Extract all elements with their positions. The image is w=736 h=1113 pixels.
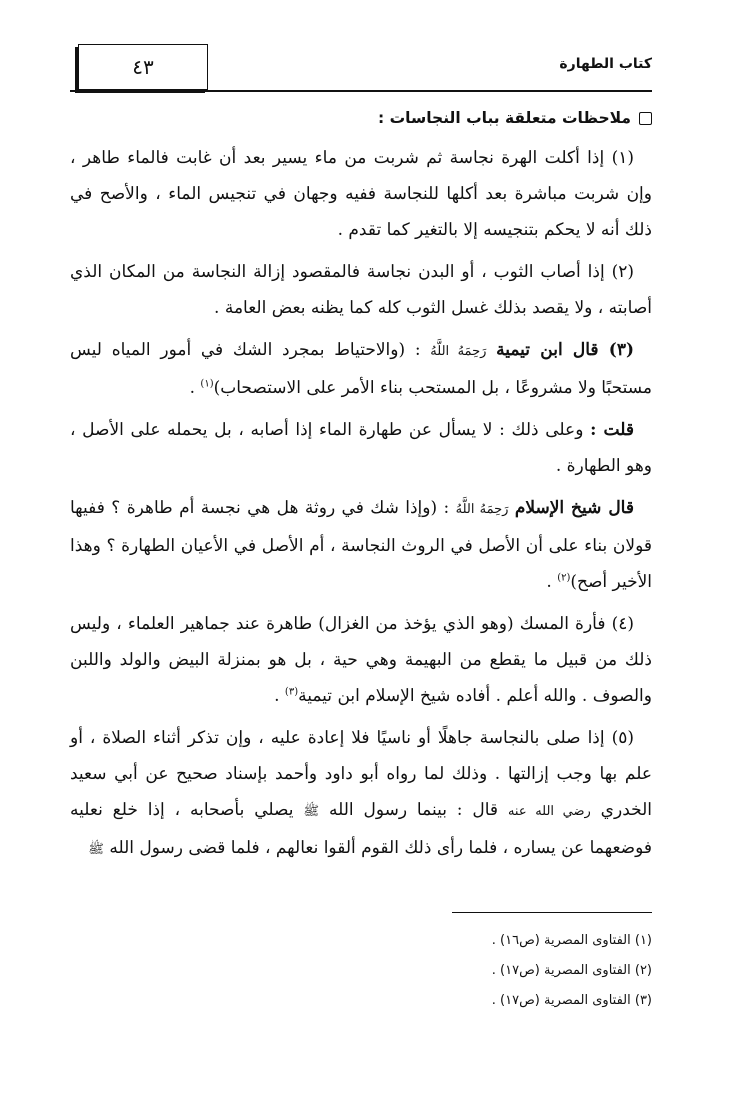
section-heading-text: ملاحظات متعلقة بباب النجاسات :	[377, 109, 631, 127]
honorific-mark: رَحِمَهُ اللَّهُ	[455, 502, 509, 517]
paragraph-7-part-2: قال : بينما رسول الله	[328, 800, 508, 820]
paragraph-7	[70, 720, 652, 868]
paragraph-3-lead: (٣) قال ابن تيمية	[496, 340, 635, 360]
header-rule	[70, 90, 652, 92]
paragraph-1: (١) إذا أكلت الهرة نجاسة ثم شربت من ماء يسير بعد أن غابت فالماء طاهر ، وإن شربت مباشرة بعد أكلها للنجاسة ففيه وجهان في تنجيس الماء ، والأصح في ذلك أنه لا يحكم بتنجيسه إلا بالتغير كما تقدم .	[70, 148, 652, 240]
body-text	[70, 100, 652, 874]
paragraph-5-text: : (وإذا شك في روثة هل هي نجسة أم طاهرة ؟ ففيها قولان بناء على أن الأصل في الروث النجاسة ، أم الأصل في الأعيان الطهارة ؟ وهذا الأخير أصح)	[70, 498, 652, 592]
running-title: كتاب الطهارة	[559, 56, 652, 72]
honorific-mark: رضي الله عنه	[507, 804, 591, 819]
paragraph-6-end: .	[274, 686, 285, 706]
page-number: ٤٣	[78, 44, 208, 90]
honorific-mark: رَحِمَهُ اللَّهُ	[430, 344, 487, 359]
paragraph-4-lead: قلت :	[590, 420, 634, 440]
paragraph-5	[70, 490, 652, 600]
footnote-separator	[452, 912, 652, 913]
honorific-mark: ﷺ	[303, 804, 320, 819]
square-bullet-icon	[639, 112, 652, 125]
paragraph-6	[70, 606, 652, 714]
paragraph-5-end: .	[546, 572, 558, 592]
paragraph-7-part-1: (٥) إذا صلى بالنجاسة جاهلًا أو ناسيًا فلا إعادة عليه ، وإن تذكر أثناء الصلاة ، أو علم بها وجب إزالتها . وذلك لما رواه أبو داود وأحمد بإسناد صحيح عن أبي سعيد الخدري	[70, 728, 652, 820]
paragraph-3-end: .	[189, 378, 201, 398]
paragraph-3	[70, 332, 652, 406]
footnote-1: (١) الفتاوى المصرية (ص١٦) .	[491, 933, 652, 948]
page-header	[70, 44, 652, 96]
footnotes	[492, 926, 652, 1016]
paragraph-4-text: وعلى ذلك : لا يسأل عن طهارة الماء إذا أصابه ، بل يحمله على الأصل ، وهو الطهارة .	[70, 420, 652, 476]
paragraph-5-lead: قال شيخ الإسلام	[514, 498, 634, 518]
footnote-ref-3: (٣)	[284, 686, 299, 698]
paragraph-3-text: : (والاحتياط بمجرد الشك في أمور المياه ليس مستحبًا ولا مشروعًا ، بل المستحب بناء الأمر على الاستصحاب)	[70, 340, 652, 398]
footnote-ref-2: (٢)	[557, 572, 571, 584]
footnote-2: (٢) الفتاوى المصرية (ص١٧) .	[491, 963, 652, 978]
paragraph-2: (٢) إذا أصاب الثوب ، أو البدن نجاسة فالمقصود إزالة النجاسة من المكان الذي أصابته ، ولا يقصد بذلك غسل الثوب كله كما يظنه بعض العامة .	[70, 262, 652, 318]
paragraph-4	[70, 412, 652, 484]
footnote-ref-1: (١)	[200, 378, 214, 390]
section-heading	[70, 100, 652, 136]
paragraph-7-part-3: يصلي بأصحابه ، إذا خلع نعليه فوضعهما عن يساره ، فلما رأى ذلك القوم ألقوا نعالهم ، فلما قضى رسول الله	[70, 800, 652, 858]
footnote-3: (٣) الفتاوى المصرية (ص١٧) .	[491, 993, 652, 1008]
honorific-mark: ﷺ	[88, 842, 104, 857]
paragraph-6-text: (٤) فأرة المسك (وهو الذي يؤخذ من الغزال) طاهرة عند جماهير العلماء ، وليس ذلك من قبيل ما يقطع من البهيمة وهي حية ، بل هو بمنزلة البيض والولد واللبن والصوف . والله أعلم . أفاده شيخ الإسلام ابن تيمية	[70, 614, 652, 706]
